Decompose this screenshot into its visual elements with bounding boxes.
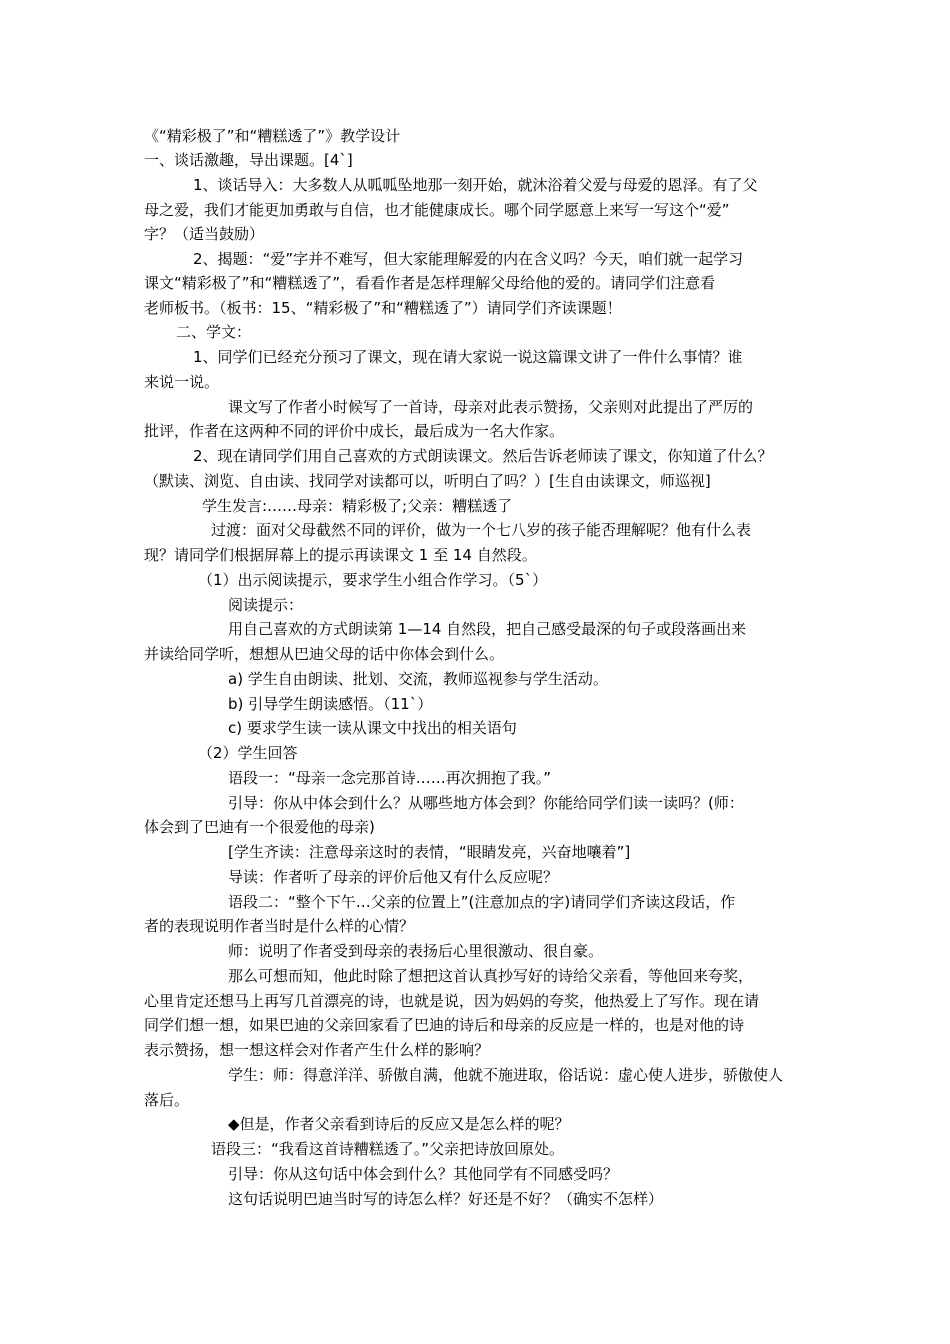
section-heading: 一、谈话激趣，导出课题。[4`]	[144, 151, 353, 169]
list-item: a) 学生自由朗读、批划、交流，教师巡视参与学生活动。	[228, 670, 608, 688]
text-line: 老师板书。（板书：15、“精彩极了”和“糟糕透了”）请同学们齐读课题！	[144, 299, 622, 317]
text-line: 学生发言:……母亲：精彩极了;父亲：糟糕透了	[202, 497, 513, 515]
text-line: 语段一：“母亲一念完那首诗……再次拥抱了我。”	[228, 769, 552, 787]
text-line: 心里肯定还想马上再写几首漂亮的诗，也就是说，因为妈妈的夸奖，他热爱上了写作。现在请	[144, 992, 760, 1010]
text-line: [学生齐读：注意母亲这时的表情，“眼睛发亮，兴奋地嚷着”]	[228, 843, 631, 861]
text-line: 1、谈话导入：大多数人从呱呱坠地那一刻开始，就沐浴着父爱与母爱的恩泽。有了父	[193, 176, 758, 194]
text-line: （默读、浏览、自由读、找同学对读都可以，听明白了吗？）[生自由读课文，师巡视]	[144, 472, 711, 490]
text-line: 现？请同学们根据屏幕上的提示再读课文 1 至 14 自然段。	[144, 546, 537, 564]
text-line: 阅读提示：	[228, 596, 304, 614]
text-line: 引导：你从这句话中体会到什么？其他同学有不同感受吗？	[228, 1165, 619, 1183]
text-line: 语段三：“我看这首诗糟糕透了。”父亲把诗放回原处。	[211, 1140, 565, 1158]
text-line: 来说一说。	[144, 373, 220, 391]
text-line: 1、同学们已经充分预习了课文，现在请大家说一说这篇课文讲了一件什么事情？谁	[193, 348, 743, 366]
text-line: 字？（适当鼓励）	[144, 225, 265, 243]
section-heading: 二、学文：	[176, 323, 252, 341]
text-line: 同学们想一想，如果巴迪的父亲回家看了巴迪的诗后和母亲的反应是一样的，也是对他的诗	[144, 1016, 745, 1034]
text-line: 师：说明了作者受到母亲的表扬后心里很激动、很自豪。	[228, 942, 604, 960]
text-line: ◆但是，作者父亲看到诗后的反应又是怎么样的呢？	[228, 1115, 570, 1133]
list-item: c) 要求学生读一读从课文中找出的相关语句	[228, 719, 517, 737]
list-item: b) 引导学生朗读感悟。（11`）	[228, 695, 433, 713]
text-line: 2、现在请同学们用自己喜欢的方式朗读课文。然后告诉老师读了课文，你知道了什么？	[193, 447, 773, 465]
text-line: 表示赞扬，想一想这样会对作者产生什么样的影响？	[144, 1041, 490, 1059]
text-line: 并读给同学听，想想从巴迪父母的话中你体会到什么。	[144, 645, 505, 663]
text-line: （1）出示阅读提示，要求学生小组合作学习。（5`）	[198, 571, 548, 589]
text-line: 课文写了作者小时候写了一首诗，母亲对此表示赞扬，父亲则对此提出了严厉的	[228, 398, 754, 416]
text-line: 语段二：“整个下午…父亲的位置上”(注意加点的字)请同学们齐读这段话，作	[228, 893, 736, 911]
text-line: 母之爱，我们才能更加勇敢与自信，也才能健康成长。哪个同学愿意上来写一写这个“爱”	[144, 201, 730, 219]
document-title: 《“精彩极了”和“糟糕透了”》教学设计	[144, 127, 401, 145]
text-line: 用自己喜欢的方式朗读第 1—14 自然段，把自己感受最深的句子或段落画出来	[228, 620, 747, 638]
text-line: （2）学生回答	[198, 744, 298, 762]
text-line: 这句话说明巴迪当时写的诗怎么样？好还是不好？（确实不怎样）	[228, 1190, 664, 1208]
text-line: 那么可想而知，他此时除了想把这首认真抄写好的诗给父亲看，等他回来夸奖，	[228, 967, 754, 985]
text-line: 2、揭题：“爱”字并不难写，但大家能理解爱的内在含义吗？今天，咱们就一起学习	[193, 250, 744, 268]
text-line: 课文“精彩极了”和“糟糕透了”，看看作者是怎样理解父母给他的爱的。请同学们注意看	[144, 274, 716, 292]
text-line: 导读：作者听了母亲的评价后他又有什么反应呢？	[228, 868, 559, 886]
text-line: 体会到了巴迪有一个很爱他的母亲)	[144, 818, 375, 836]
text-line: 学生：师：得意洋洋、骄傲自满，他就不施进取，俗话说：虚心使人进步，骄傲使人	[228, 1066, 784, 1084]
text-line: 者的表现说明作者当时是什么样的心情？	[144, 917, 415, 935]
text-line: 落后。	[144, 1091, 190, 1109]
text-line: 批评，作者在这两种不同的评价中成长，最后成为一名大作家。	[144, 422, 565, 440]
text-line: 过渡：面对父母截然不同的评价，做为一个七八岁的孩子能否理解呢？他有什么表	[211, 521, 752, 539]
text-line: 引导：你从中体会到什么？从哪些地方体会到？你能给同学们读一读吗？(师：	[228, 794, 744, 812]
